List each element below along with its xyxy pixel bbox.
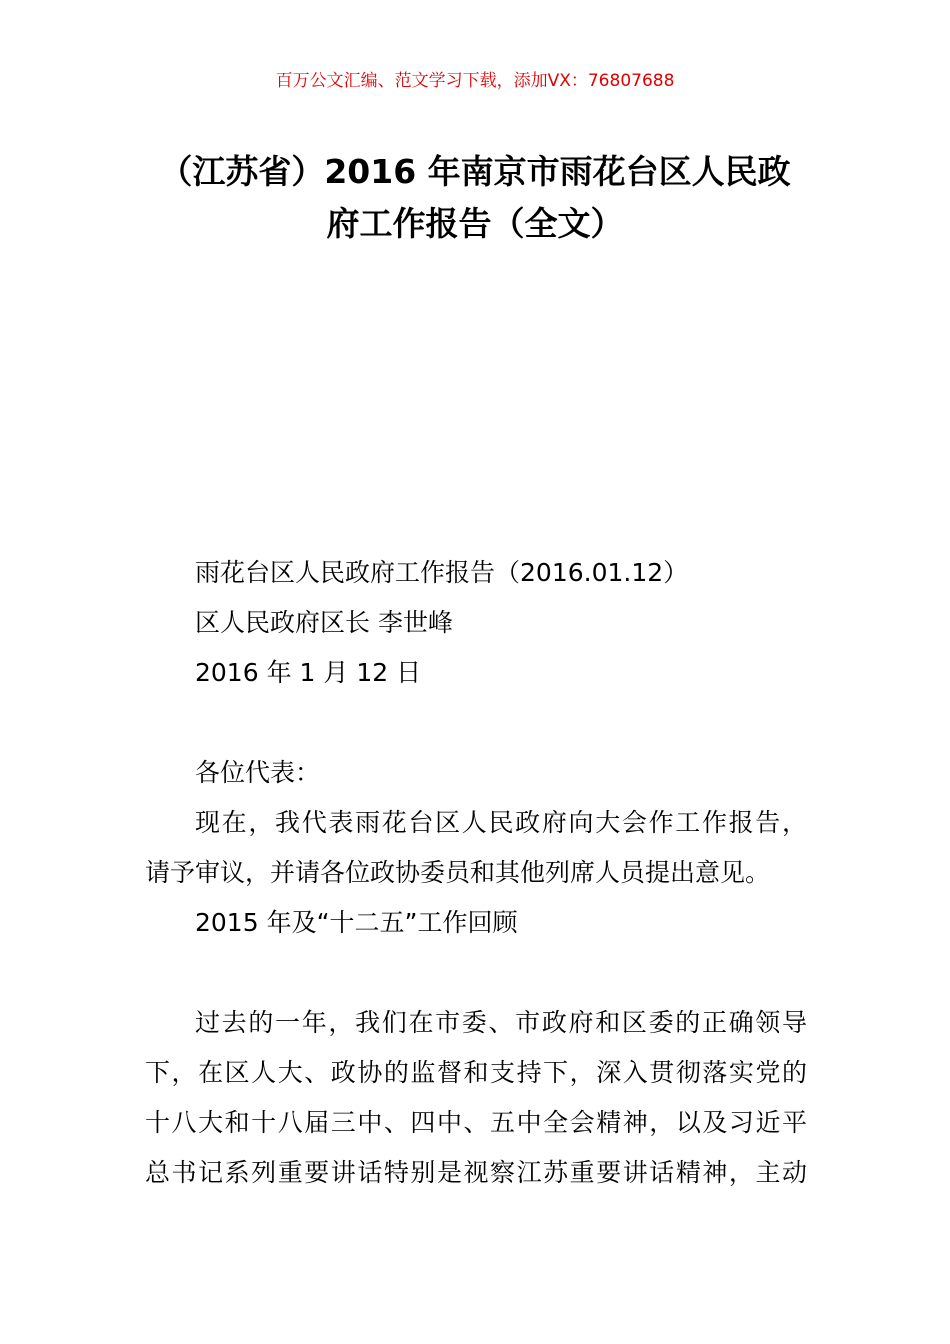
promo-banner: 百万公文汇编、范文学习下载，添加VX：76807688 [275,71,675,91]
paragraph-2-line-2: 下，在区人大、政协的监督和支持下，深入贯彻落实党的 [145,1058,807,1087]
section-heading: 2015 年及“十二五”工作回顾 [195,908,518,937]
report-meta [145,548,807,698]
paragraph-2-line-1: 过去的一年，我们在市委、市政府和区委的正确领导 [195,1008,807,1037]
paragraph-1-line-2: 请予审议，并请各位政协委员和其他列席人员提出意见。 [145,858,771,887]
paragraph-2-line-4: 总书记系列重要讲话特别是视察江苏重要讲话精神，主动 [145,1158,807,1187]
paragraph-1-line-1: 现在，我代表雨花台区人民政府向大会作工作报告， [195,808,807,837]
report-name-line: 雨花台区人民政府工作报告（2016.01.12） [195,558,689,587]
title-line-2: 府工作报告（全文） [326,204,624,243]
report-date-line: 2016 年 1 月 12 日 [195,658,422,687]
report-author-line: 区人民政府区长 李世峰 [195,608,453,637]
paragraph-2 [145,998,807,1198]
report-opening [145,748,807,948]
salutation: 各位代表： [195,758,321,787]
document-title [145,146,805,250]
title-line-1: （江苏省）2016 年南京市雨花台区人民政 [159,152,791,191]
paragraph-2-line-3: 十八大和十八届三中、四中、五中全会精神，以及习近平 [145,1108,807,1137]
